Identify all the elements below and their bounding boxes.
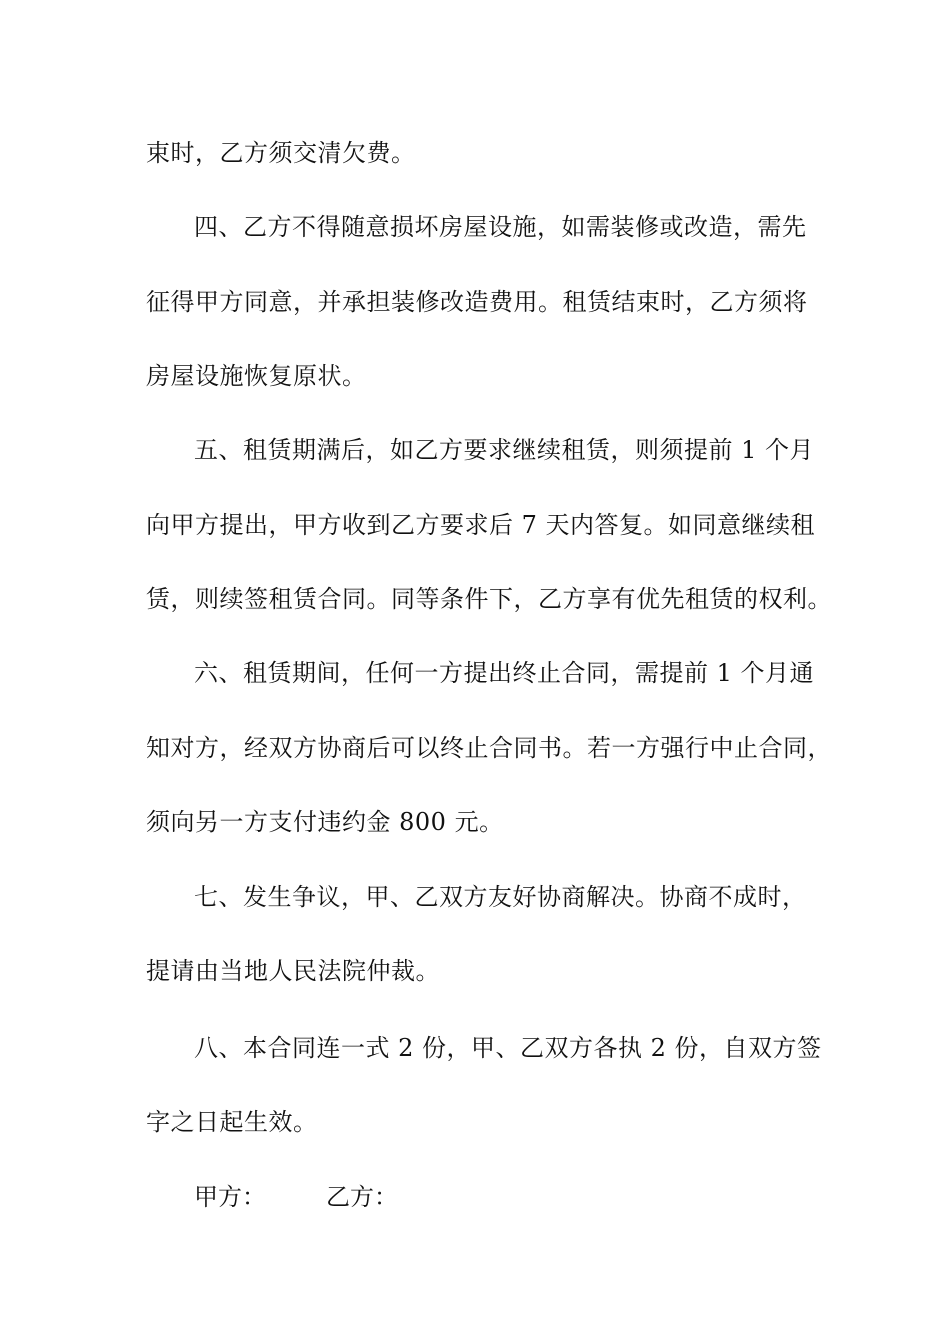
clause-5-line-3: 赁，则续签租赁合同。同等条件下，乙方享有优先租赁的权利。 (146, 585, 832, 613)
clause-5-line-1: 五、租赁期满后，如乙方要求继续租赁，则须提前 1 个月 (194, 436, 815, 464)
clause-4-line-1: 四、乙方不得随意损坏房屋设施，如需装修或改造，需先 (194, 213, 807, 241)
clause-6-line-3: 须向另一方支付违约金 800 元。 (146, 808, 504, 836)
party-a-signature-label: 甲方： (194, 1183, 266, 1211)
clause-5-line-2: 向甲方提出，甲方收到乙方要求后 7 天内答复。如同意继续租 (146, 511, 816, 539)
clause-6-line-2: 知对方，经双方协商后可以终止合同书。若一方强行中止合同， (146, 734, 832, 762)
clause-7-line-1: 七、发生争议，甲、乙双方友好协商解决。协商不成时， (194, 883, 807, 911)
party-b-signature-label: 乙方： (326, 1183, 398, 1211)
clause-8-line-1: 八、本合同连一式 2 份，甲、乙双方各执 2 份，自双方签 (194, 1034, 822, 1062)
clause-4-line-2: 征得甲方同意，并承担装修改造费用。租赁结束时，乙方须将 (146, 288, 808, 316)
clause-4-line-3: 房屋设施恢复原状。 (146, 362, 367, 390)
clause-3-continuation-line-1: 束时，乙方须交清欠费。 (146, 139, 416, 167)
clause-8-line-2: 字之日起生效。 (146, 1108, 318, 1136)
clause-7-line-2: 提请由当地人民法院仲裁。 (146, 957, 440, 985)
clause-6-line-1: 六、租赁期间，任何一方提出终止合同，需提前 1 个月通 (194, 659, 815, 687)
